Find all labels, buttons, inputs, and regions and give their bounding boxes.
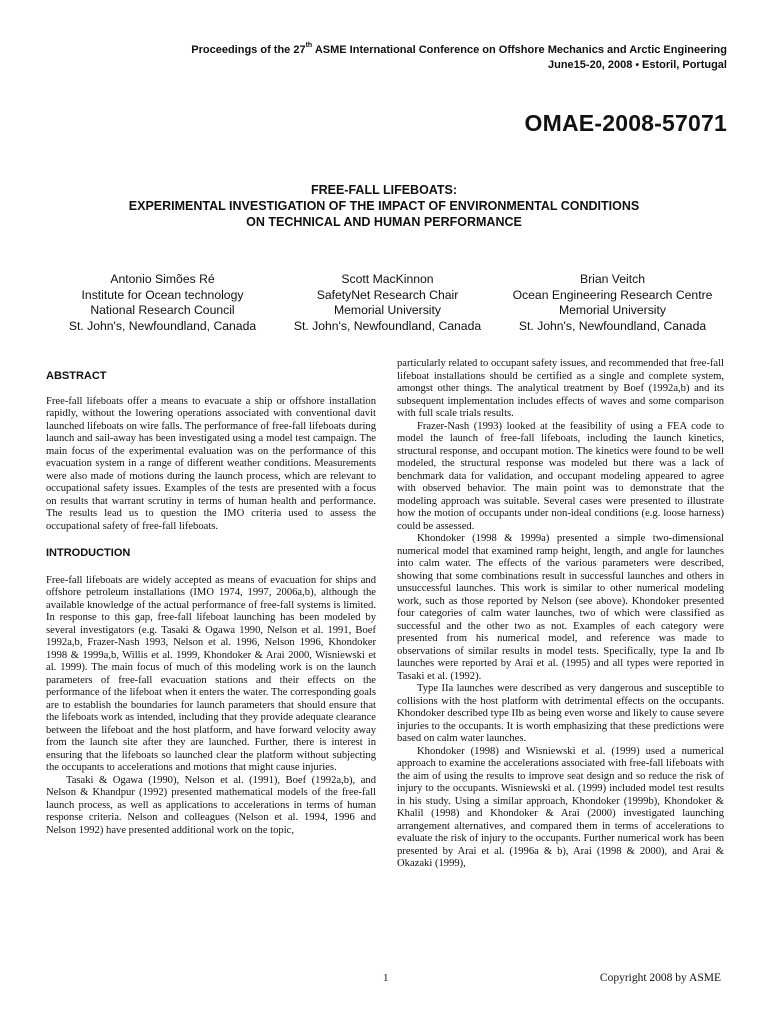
body-paragraph: Khondoker (1998 & 1999a) presented a simple two-dimensional numerical model that examined ramp height, length, and angle for launches into calm water. The effects of the various parameters were described, showing that some combinations result in successful launches and others in unsuccessful launches. This work is similar to other numerical modeling work, such as those reported by Nelson (see above). Khondoker presented four categories of calm water launches, two of which were classified as successful and the other two as not. Examples of each category were presented from his numerical model, and reference was made to observations of similar results in model tests. Specifically, type Ia and Ib launches were reported by Arai et al. (1995) and all types were reported in Tasaki et al. (1992). (397, 533, 724, 682)
paper-id: OMAE-2008-57071 (524, 110, 727, 136)
author-block (275, 272, 500, 334)
intro-paragraph: Tasaki & Ogawa (1990), Nelson et al. (1991), Boef (1992a,b), and Nelson & Khandpur (1992) presented mathematical models of the free-fall launch process, as well as applications to accelerations in terms of human response criteria. Nelson and colleagues (Nelson et al. 1994, 1996 and Nelson 1992) have presented additional work on the topic, (46, 774, 376, 836)
paper-title (0, 182, 768, 230)
body-paragraph: Type IIa launches were described as very dangerous and susceptible to collisions with the host platform with detrimental effects on the occupants. Khondoker described type IIb as being even worse and likely to cause severe injuries to the occupants. It is worth emphasizing that these predictions were based on calm water launches. (397, 683, 724, 744)
author-name: Brian Veitch (579, 272, 646, 286)
abstract-heading: ABSTRACT (46, 370, 107, 382)
author-name: Antonio Simões Ré (110, 272, 215, 286)
title-line-2: EXPERIMENTAL INVESTIGATION OF THE IMPACT OF ENVIRONMENTAL CONDITIONS (128, 199, 640, 213)
body-paragraph: Frazer-Nash (1993) looked at the feasibility of using a FEA code to model the launch of free-fall lifeboats, including the launch kinetics, structural response, and occupant motion. The kinetics were found to be well modeled, the structural response was modeled but there was a lack of benchmark data for validation, and occupant modeling appeared to agree with observed behavior. The main point was to demonstrate that the modeling approach was suitable. Several cases were presented to illustrate how the motion of occupants under non-ideal conditions (e.g. loose harness) could be assessed. (397, 420, 724, 532)
conference-header (191, 43, 727, 73)
author-affiliation: Memorial University (559, 303, 666, 317)
copyright-notice: Copyright 2008 by ASME (599, 972, 721, 984)
author-name: Scott MacKinnon (341, 272, 434, 286)
author-affiliation: Institute for Ocean technology (81, 287, 244, 302)
author-affiliation: SafetyNet Research Chair (316, 287, 459, 302)
author-affiliation: Memorial University (334, 303, 441, 317)
author-block (500, 272, 725, 334)
intro-paragraph: Free-fall lifeboats are widely accepted as means of evacuation for ships and offshore petroleum installations (IMO 1974, 1997, 2006a,b), although the available knowledge of the actual performance of free-fall systems is limited. In response to this gap, free-fall lifeboat launching has been modeled by several investigators (e.g. Tasaki & Ogawa 1990, Nelson et al. 1991, Boef 1992a,b, Frazer-Nash 1993, Nelson et al. 1996, Nelson 1996, Khondoker 1998 & 1999a,b, Willis et al. 1999, Khondoker & Arai 2000, Wisniewski et al. 1999). The main focus of much of this modeling work is on the launch parameters of free-fall evacuation stations and their effects on the performance of the lifeboat when it enters the water. The corresponding goals are to establish the boundaries for launch parameters that should ensure that the lifeboats work as intended, including that they provide adequate clearance between the lifeboat and the host platform, and have forward velocity away from the launch site after they are launched. Further, there is interest in ensuring that the lifeboats so launched clear the platform without subjecting the occupants to accelerations and motions that might cause injuries. (46, 574, 376, 773)
title-line-3: ON TECHNICAL AND HUMAN PERFORMANCE (246, 215, 522, 229)
title-line-1: FREE-FALL LIFEBOATS: (310, 183, 458, 197)
author-affiliation: National Research Council (90, 303, 235, 317)
right-column (397, 358, 724, 871)
author-affiliation: St. John's, Newfoundland, Canada (68, 318, 257, 333)
left-column (46, 358, 376, 837)
introduction-heading: INTRODUCTION (46, 547, 131, 559)
author-affiliation: St. John's, Newfoundland, Canada (518, 318, 707, 333)
conference-name: Proceedings of the 27th ASME International Conference on Offshore Mechanics and Arctic Engineering (191, 42, 727, 56)
author-affiliation: Ocean Engineering Research Centre (512, 287, 713, 302)
abstract-text: Free-fall lifeboats offer a means to evacuate a ship or offshore installation rapidly, without the lowering operations associated with conventional davit launched lifeboats on wire falls. The performance of free-fall lifeboats during launch and sail-away has been investigated using a model test campaign. The main focus of the experimental evaluation was on the performance of this evacuation system in a range of different weather conditions. Measurements were also made of motions during the launch process, which are relevant to occupational safety issues. Examples of the tests are presented with a focus on results that warrant scrutiny in terms of human health and performance. The results lead us to question the IMO criteria used to assess the occupational safety of free-fall lifeboats. (46, 395, 376, 532)
author-block (50, 272, 275, 334)
page-number: 1 (383, 972, 389, 984)
author-affiliation: St. John's, Newfoundland, Canada (293, 318, 482, 333)
conference-date-location: June15-20, 2008 • Estoril, Portugal (548, 59, 727, 71)
body-paragraph: particularly related to occupant safety issues, and recommended that free-fall lifeboat installations should be certified as a single and complete system, amongst other things. The analytical treatment by Boef (1992a,b) and its subsequent implementation includes effects of waves and some comparison with full scale trials results. (397, 358, 724, 419)
body-paragraph: Khondoker (1998) and Wisniewski et al. (1999) used a numerical approach to examine the accelerations associated with free-fall lifeboats with the aim of using the results to improve seat design and so reduce the risk of injury to the occupants. Wisniewski et al. (1999) included model test results in his study. Using a similar approach, Khondoker (1999b), Khondoker & Khalil (1998) and Khondoker & Arai (2000) investigated launching arrangement alternatives, and compared them in terms of accelerations to evaluate the risk of injury to the occupants. Further numerical work has been presented by Arai et al. (1996a & b), Arai (1998 & 2000), and Arai & Okazaki (1999), (397, 745, 724, 869)
